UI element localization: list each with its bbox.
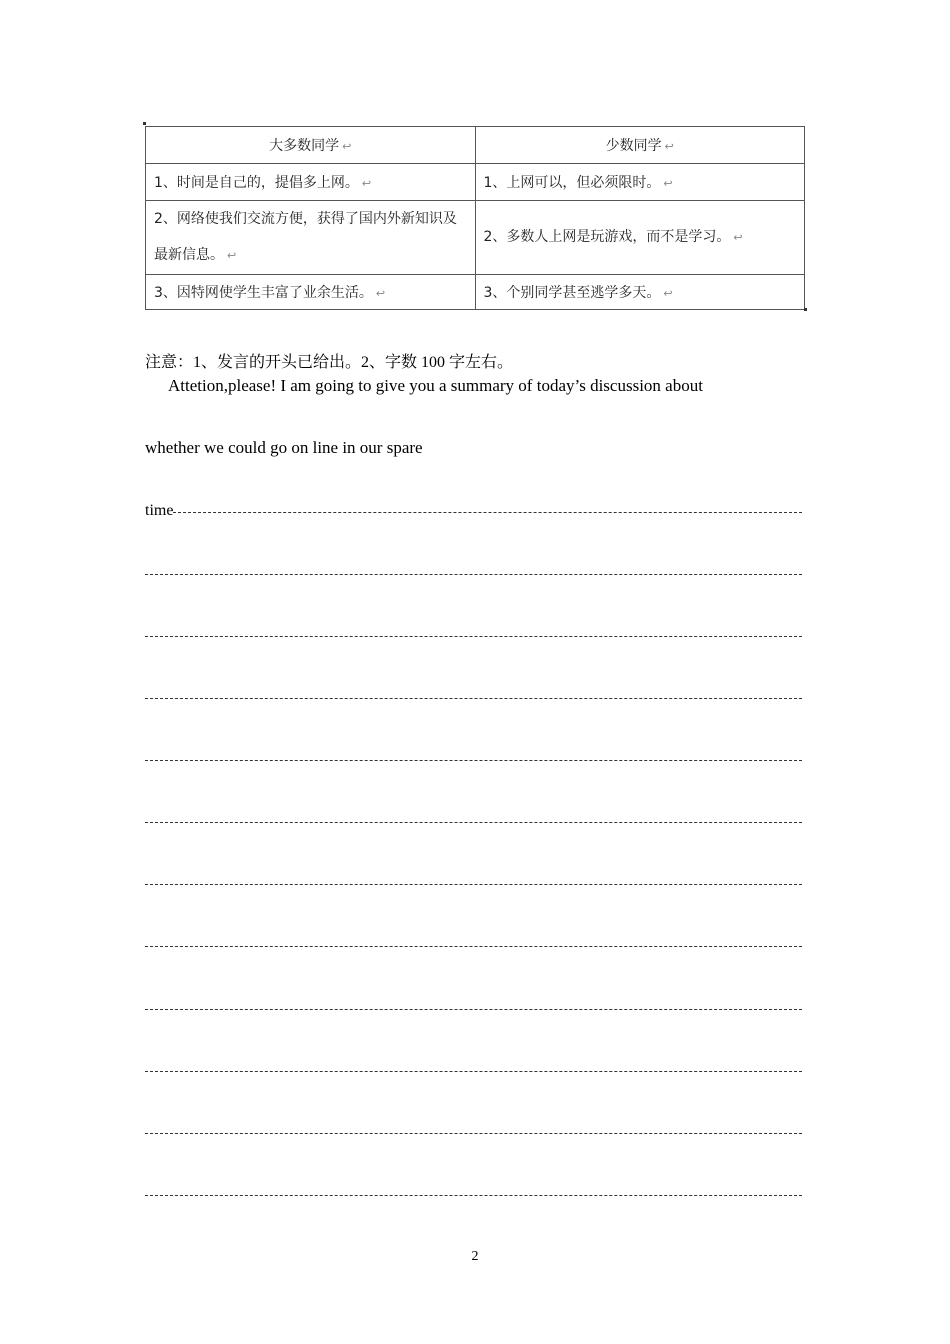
table-row: [146, 201, 805, 275]
table-end-mark: [804, 308, 807, 311]
dashed-rule: [145, 822, 802, 823]
answer-line[interactable]: [145, 749, 802, 769]
answer-line[interactable]: [145, 1122, 802, 1142]
answer-line[interactable]: [145, 501, 802, 521]
dashed-rule: [145, 1071, 802, 1072]
essay-opening-line-3: time: [145, 502, 174, 519]
page-number: 2: [471, 1249, 479, 1264]
table-header-row: [146, 127, 805, 164]
dashed-rule: [145, 1009, 802, 1010]
opinion-table: [145, 126, 805, 310]
answer-line[interactable]: [145, 1184, 802, 1204]
table-cell: 3、因特网使学生丰富了业余生活。 ↩: [146, 275, 476, 310]
answer-line[interactable]: [145, 563, 802, 583]
answer-line[interactable]: [145, 687, 802, 707]
dashed-rule: [145, 760, 802, 761]
table-row: [146, 164, 805, 201]
answer-line[interactable]: [145, 811, 802, 831]
table-cell: 2、网络使我们交流方便，获得了国内外新知识及最新信息。 ↩: [146, 201, 476, 275]
answer-line[interactable]: [145, 935, 802, 955]
answer-line[interactable]: [145, 625, 802, 645]
opinion-table-container: [145, 126, 805, 310]
essay-opening-line-1: Attetion,please! I am going to give you a summary of today’s discussion about: [168, 376, 703, 395]
dashed-rule: [145, 574, 802, 575]
answer-line[interactable]: [145, 1060, 802, 1080]
dashed-rule: [145, 946, 802, 947]
answer-line[interactable]: [145, 873, 802, 893]
essay-opening-line-2: whether we could go on line in our spare: [145, 438, 423, 457]
table-cell: 2、多数人上网是玩游戏，而不是学习。 ↩: [475, 201, 805, 275]
table-anchor-mark: [143, 122, 146, 125]
table-cell: 3、个别同学甚至逃学多天。 ↩: [475, 275, 805, 310]
header-majority: 大多数同学 ↩: [146, 127, 476, 164]
table-row: [146, 275, 805, 310]
dashed-rule: [145, 636, 802, 637]
dashed-rule: [145, 1195, 802, 1196]
table-cell: 1、上网可以，但必须限时。 ↩: [475, 164, 805, 201]
header-minority: 少数同学 ↩: [475, 127, 805, 164]
table-cell: 1、时间是自己的，提倡多上网。 ↩: [146, 164, 476, 201]
dashed-rule: [145, 698, 802, 699]
instruction-note: 注意：1、发言的开头已给出。2、字数 100 字左右。: [145, 354, 514, 371]
answer-line[interactable]: [145, 998, 802, 1018]
dashed-rule: [145, 884, 802, 885]
dashed-rule: [145, 1133, 802, 1134]
dashed-rule: [173, 512, 802, 513]
